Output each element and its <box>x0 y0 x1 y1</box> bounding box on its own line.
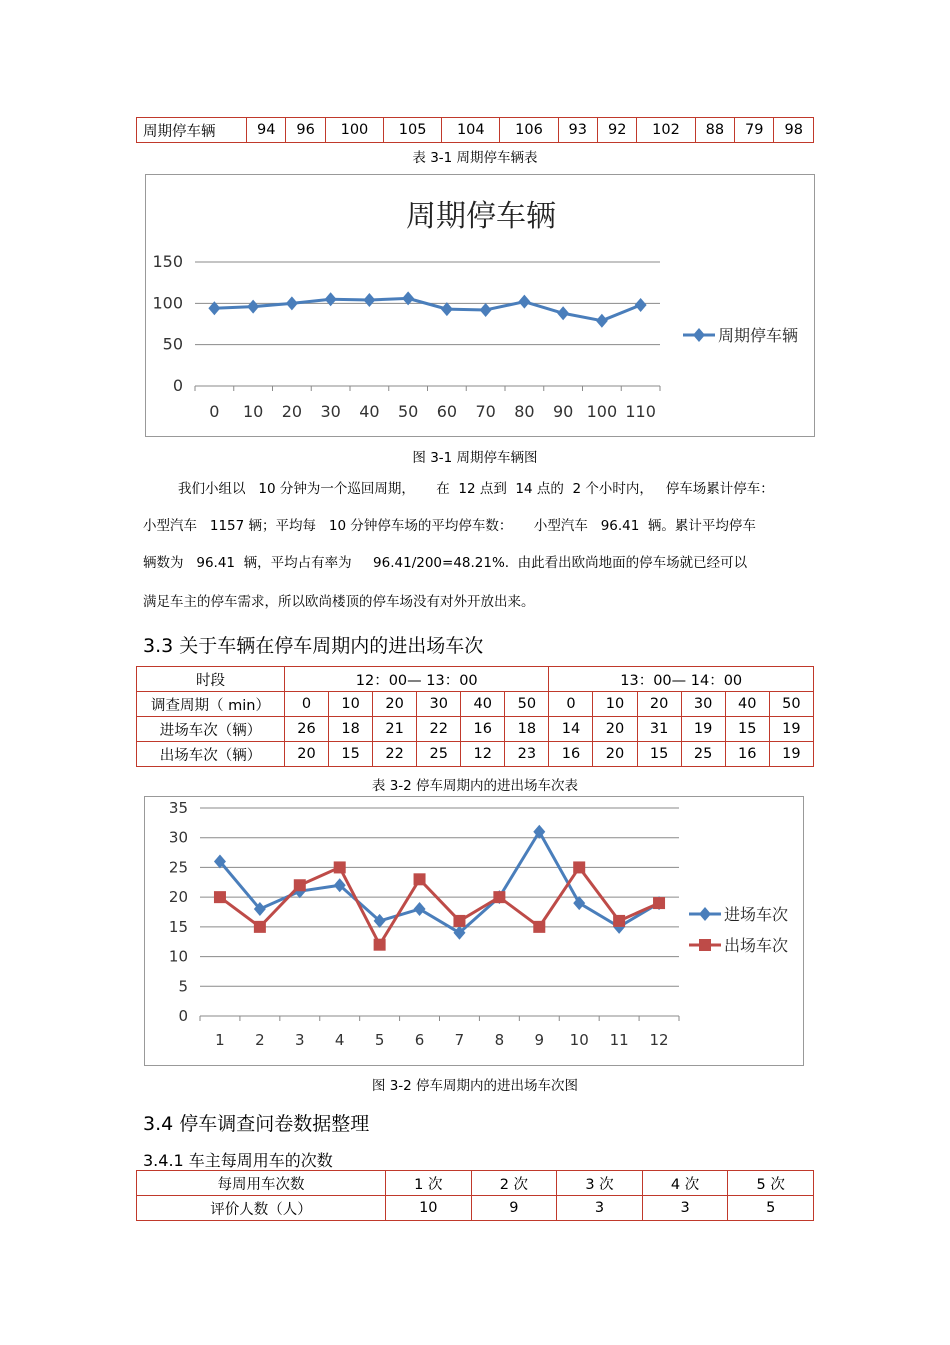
x-tick-label: 50 <box>397 402 419 421</box>
data-point <box>480 303 492 317</box>
x-tick-label: 9 <box>534 1031 545 1049</box>
table-cell: 104 <box>442 118 500 143</box>
data-point <box>286 296 298 310</box>
table-cell: 30 <box>417 692 461 717</box>
x-tick-label: 3 <box>295 1031 305 1049</box>
data-point <box>294 879 306 891</box>
data-point <box>557 306 569 320</box>
row-label: 调查周期（ min） <box>137 692 285 717</box>
in-out-table <box>136 666 814 767</box>
in-out-line-chart <box>145 797 803 1065</box>
x-tick-label: 90 <box>552 402 574 421</box>
paragraph-line: 我们小组以 10 分钟为一个巡回周期， 在 12 点到 14 点的 2 个小时内， 停车场累计停车： <box>178 481 774 497</box>
chart-frame <box>144 796 804 1066</box>
table-row <box>137 1196 814 1221</box>
y-tick-label: 5 <box>178 977 188 996</box>
y-tick-label: 0 <box>178 1007 188 1025</box>
table-row <box>137 118 814 143</box>
table-cell: 105 <box>384 118 442 143</box>
table-cell: 5 <box>728 1196 814 1221</box>
table-cell: 4 次 <box>642 1171 728 1196</box>
table-cell: 26 <box>285 717 329 742</box>
row-label: 每周用车次数 <box>137 1171 386 1196</box>
table-row <box>137 692 814 717</box>
table-cell: 5 次 <box>728 1171 814 1196</box>
table-cell: 23 <box>505 742 549 767</box>
legend-label: 周期停车辆 <box>718 326 799 345</box>
table-cell: 20 <box>593 717 637 742</box>
x-tick-label: 10 <box>569 1031 589 1049</box>
table-cell: 1 次 <box>386 1171 472 1196</box>
table-cell: 15 <box>329 742 373 767</box>
table-cell: 15 <box>637 742 681 767</box>
table-cell: 19 <box>681 717 725 742</box>
x-tick-label: 110 <box>625 402 656 421</box>
table-cell: 40 <box>461 692 505 717</box>
row-label: 时段 <box>137 667 285 692</box>
table-cell: 50 <box>505 692 549 717</box>
table-cell: 16 <box>461 717 505 742</box>
data-point <box>414 902 426 916</box>
table-cell: 3 次 <box>557 1171 643 1196</box>
section-heading: 3.4 停车调查问卷数据整理 <box>143 1113 370 1135</box>
table-cell: 9 <box>471 1196 557 1221</box>
data-point <box>613 915 625 927</box>
table-cell: 3 <box>642 1196 728 1221</box>
y-tick-label: 25 <box>168 858 188 877</box>
table-cell: 100 <box>325 118 383 143</box>
table-row <box>137 667 814 692</box>
x-tick-label: 2 <box>255 1031 265 1049</box>
table-cell: 19 <box>769 717 813 742</box>
row-label: 出场车次（辆） <box>137 742 285 767</box>
table-cell: 2 次 <box>471 1171 557 1196</box>
x-tick-label: 100 <box>586 402 618 421</box>
table-cell: 20 <box>637 692 681 717</box>
y-tick-label: 35 <box>168 799 188 817</box>
x-tick-label: 30 <box>320 402 341 421</box>
table-row <box>137 717 814 742</box>
table-cell: 10 <box>329 692 373 717</box>
x-tick-label: 12 <box>649 1031 669 1049</box>
y-tick-label: 0 <box>172 376 183 395</box>
table-cell: 94 <box>247 118 286 143</box>
figure-caption: 图 3-2 停车周期内的进出场车次图 <box>371 1078 579 1094</box>
x-tick-label: 1 <box>215 1031 225 1049</box>
table-cell: 30 <box>681 692 725 717</box>
x-tick-label: 5 <box>374 1031 385 1049</box>
legend-label: 进场车次 <box>724 905 789 924</box>
data-point <box>254 921 266 933</box>
table-cell: 31 <box>637 717 681 742</box>
table-cell: 25 <box>417 742 461 767</box>
x-tick-label: 60 <box>436 402 458 421</box>
table-cell: 18 <box>329 717 373 742</box>
y-tick-label: 20 <box>168 888 188 907</box>
x-tick-label: 4 <box>334 1031 345 1049</box>
x-tick-label: 11 <box>609 1031 629 1049</box>
table-cell: 50 <box>769 692 813 717</box>
data-point <box>653 897 665 909</box>
x-tick-label: 0 <box>209 402 220 421</box>
table-cell: 16 <box>549 742 593 767</box>
table-cell: 16 <box>725 742 769 767</box>
period-header: 13：00— 14：00 <box>549 667 814 692</box>
table-cell: 40 <box>725 692 769 717</box>
table-row <box>137 1171 814 1196</box>
table-row <box>137 742 814 767</box>
data-point <box>325 292 337 306</box>
table-cell: 20 <box>285 742 329 767</box>
weekly-usage-table <box>136 1170 814 1221</box>
legend-label: 出场车次 <box>724 936 789 955</box>
row-label: 评价人数（人） <box>137 1196 386 1221</box>
table-cell: 98 <box>774 118 814 143</box>
series-line <box>220 832 659 933</box>
table-caption: 表 3-1 周期停车辆表 <box>412 150 538 166</box>
y-tick-label: 100 <box>152 293 183 313</box>
table-cell: 102 <box>637 118 695 143</box>
legend-marker <box>699 939 711 951</box>
chart-title: 周期停车辆 <box>406 199 556 234</box>
parking-count-table <box>136 117 814 143</box>
table-cell: 19 <box>769 742 813 767</box>
x-tick-label: 40 <box>359 402 380 421</box>
table-cell: 12 <box>461 742 505 767</box>
data-point <box>533 921 545 933</box>
table-cell: 20 <box>593 742 637 767</box>
x-tick-label: 8 <box>494 1031 505 1049</box>
y-tick-label: 10 <box>168 947 188 966</box>
data-point <box>441 302 453 316</box>
y-tick-label: 50 <box>162 334 183 354</box>
table-cell: 0 <box>285 692 329 717</box>
figure-caption: 图 3-1 周期停车辆图 <box>412 450 538 466</box>
table-cell: 0 <box>549 692 593 717</box>
table-cell: 79 <box>735 118 774 143</box>
data-point <box>453 915 465 927</box>
period-header: 12：00— 13：00 <box>285 667 549 692</box>
y-tick-label: 30 <box>168 828 188 847</box>
y-tick-label: 150 <box>152 252 183 271</box>
legend-marker <box>699 907 711 921</box>
y-tick-label: 15 <box>168 917 188 936</box>
section-heading: 3.3 关于车辆在停车周期内的进出场车次 <box>143 635 484 657</box>
row-label: 周期停车辆 <box>137 118 247 143</box>
table-cell: 88 <box>695 118 734 143</box>
x-tick-label: 6 <box>414 1031 425 1049</box>
data-point <box>493 891 505 903</box>
parking-line-chart <box>146 175 814 436</box>
table-cell: 93 <box>558 118 597 143</box>
x-tick-label: 10 <box>242 402 264 421</box>
x-tick-label: 70 <box>475 402 496 421</box>
table-cell: 22 <box>417 717 461 742</box>
table-cell: 106 <box>500 118 558 143</box>
subsection-heading: 3.4.1 车主每周用车的次数 <box>143 1151 333 1170</box>
table-cell: 10 <box>386 1196 472 1221</box>
table-cell: 21 <box>373 717 417 742</box>
paragraph-line: 小型汽车 1157 辆；平均每 10 分钟停车场的平均停车数： 小型汽车 96.41 辆。累计平均停车 <box>143 518 756 534</box>
table-cell: 96 <box>286 118 325 143</box>
row-label: 进场车次（辆） <box>137 717 285 742</box>
series-line <box>214 298 640 320</box>
paragraph-line: 辆数为 96.41 辆，平均占有率为 96.41/200=48.21%. 由此看出欧尚地面的停车场就已经可以 <box>143 555 748 571</box>
x-tick-label: 7 <box>454 1031 465 1049</box>
data-point <box>334 861 346 873</box>
table-cell: 25 <box>681 742 725 767</box>
data-point <box>374 939 386 951</box>
table-caption: 表 3-2 停车周期内的进出场车次表 <box>371 778 579 794</box>
table-cell: 20 <box>373 692 417 717</box>
data-point <box>596 314 608 328</box>
paragraph-line: 满足车主的停车需求，所以欧尚楼顶的停车场没有对外开放出来。 <box>143 594 535 610</box>
table-cell: 14 <box>549 717 593 742</box>
table-cell: 18 <box>505 717 549 742</box>
table-cell: 92 <box>598 118 637 143</box>
x-tick-label: 20 <box>281 402 303 421</box>
legend-marker <box>693 328 705 342</box>
data-point <box>214 891 226 903</box>
data-point <box>363 293 375 307</box>
table-cell: 22 <box>373 742 417 767</box>
data-point <box>573 861 585 873</box>
series-line <box>220 867 659 944</box>
data-point <box>518 295 530 309</box>
chart-frame <box>145 174 815 437</box>
x-tick-label: 80 <box>514 402 535 421</box>
data-point <box>635 298 647 312</box>
data-point <box>414 873 426 885</box>
data-point <box>247 300 259 314</box>
table-cell: 15 <box>725 717 769 742</box>
table-cell: 3 <box>557 1196 643 1221</box>
table-cell: 10 <box>593 692 637 717</box>
